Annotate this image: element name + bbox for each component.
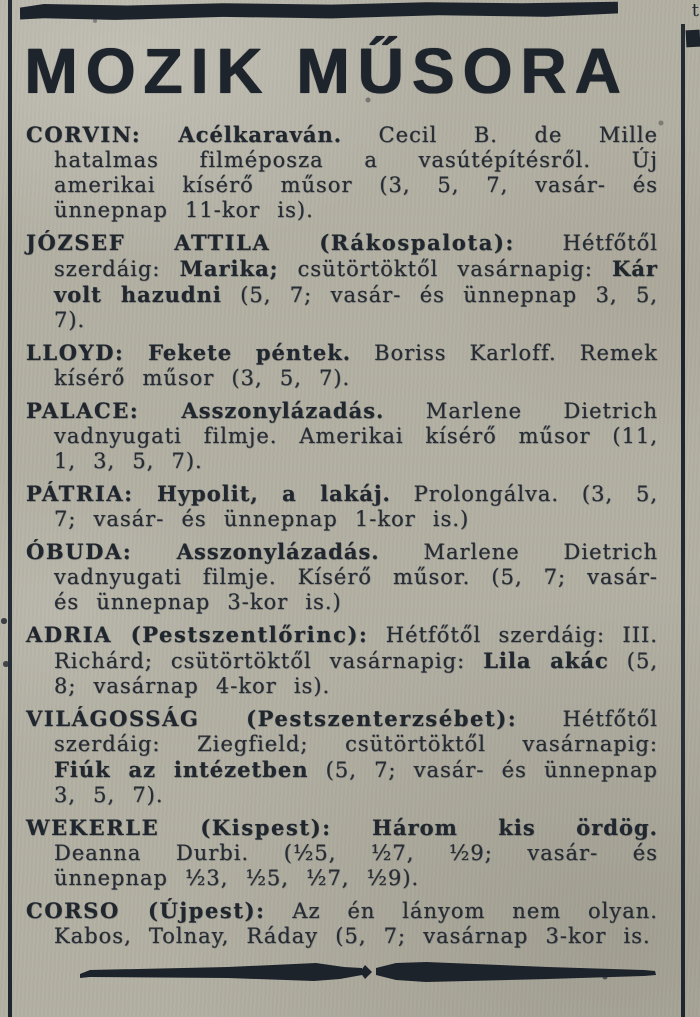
cinema-name: JÓZSEF ATTILA (Rákospalota): [26, 230, 515, 255]
cinema-name: PÁTRIA: [26, 481, 134, 506]
cinema-listing [26, 230, 658, 333]
listing-text: Hétfőtől szerdáig: [54, 231, 658, 281]
listing-text: (5, 8; vasárnap 4-kor is). [54, 649, 659, 698]
cinema-listing [26, 340, 658, 391]
listing-text: Hétfőtől szerdáig: III. Richárd; csütörtöktől vasárnapig: [54, 623, 658, 673]
column-content [26, 28, 658, 987]
listing-text: Boriss Karloff. Remek kísérő műsor (3, 5, 7). [54, 341, 658, 390]
listing-text: Deanna Durbi. (½5, ½7, ½9; vasár- és ünnepnap ½3, ½5, ½7, ½9). [54, 841, 658, 890]
listing-text: Az én lányom nem olyan. Kabos, Tolnay, Ráday (5, 7; vasárnap 3-kor is. [54, 899, 658, 948]
page-title: MOZIK MŰSORA [24, 35, 629, 107]
film-title: Fekete péntek. [124, 340, 352, 365]
adjacent-column-fragment: t [691, 0, 699, 21]
film-title: Három kis ördög. [331, 815, 658, 840]
cinema-listing [26, 539, 658, 615]
cinema-listing [26, 398, 658, 474]
listing-text: Marlene Dietrich vadnyugati filmje. Kísérő műsor. (5, 7; vasár- és ünnepnap 3-kor is.) [54, 540, 658, 614]
cinema-listing [26, 481, 658, 532]
cinema-name: CORVIN: [26, 122, 142, 147]
cinema-name: VILÁGOSSÁG (Pestszenterzsébet): [26, 706, 518, 731]
cinema-name: ÓBUDA: [26, 539, 133, 564]
listing-text: csütörtöktől vasárnapig: [278, 257, 613, 281]
film-title: Acélkaraván. [141, 122, 343, 147]
cinema-name: PALACE: [26, 398, 140, 423]
cinema-name: LLOYD: [26, 340, 125, 365]
film-title: Asszonylázadás. [139, 398, 385, 423]
listing-text: Prolongálva. (3, 5, 7; vasár- és ünnepnap 1-kor is.) [54, 482, 658, 531]
cinema-listing [26, 622, 658, 699]
cinema-listing [26, 706, 658, 808]
film-title: Kár volt hazudni [54, 256, 658, 307]
film-title: Lila akác [483, 648, 609, 673]
film-title: Fiúk az intézetben [54, 757, 309, 782]
listing-text: (5, 7; vasár- és ünnepnap 3, 5, 7). [54, 283, 658, 332]
listing-text: Hétfőtől szerdáig: Ziegfield; csütörtöktől vasárnapig: [54, 707, 658, 756]
paper-specks [0, 0, 2, 2]
masthead-rule [20, 0, 618, 21]
listing-text: Cecil B. de Mille hatalmas filméposza a vasútépítésről. Új amerikai kísérő műsor (3, 5, 7, vasár- és ünnepnap 11-kor is). [54, 123, 658, 222]
cinema-listing [26, 122, 658, 223]
cinema-listings [26, 122, 658, 949]
cinema-name: ADRIA (Pestszentlőrinc): [26, 622, 369, 647]
left-column-rule [8, 0, 12, 1017]
cinema-name: WEKERLE (Kispest): [26, 815, 332, 840]
film-title: Marika; [179, 256, 279, 281]
listing-text: Marlene Dietrich vadnyugati filmje. Amerikai kísérő műsor (11, 1, 3, 5, 7). [54, 399, 658, 473]
film-title: Asszonylázadás. [132, 539, 380, 564]
cinema-name: CORSO (Újpest): [26, 898, 266, 923]
bottom-divider [78, 959, 658, 987]
listing-text: (5, 7; vasár- és ünnepnap 3, 5, 7). [54, 758, 658, 807]
cinema-listing [26, 815, 658, 891]
adjacent-column-rule-fragment [686, 30, 700, 48]
right-column-rule [681, 24, 685, 1017]
cinema-listing [26, 898, 658, 949]
film-title: Hypolit, a lakáj. [133, 481, 391, 506]
